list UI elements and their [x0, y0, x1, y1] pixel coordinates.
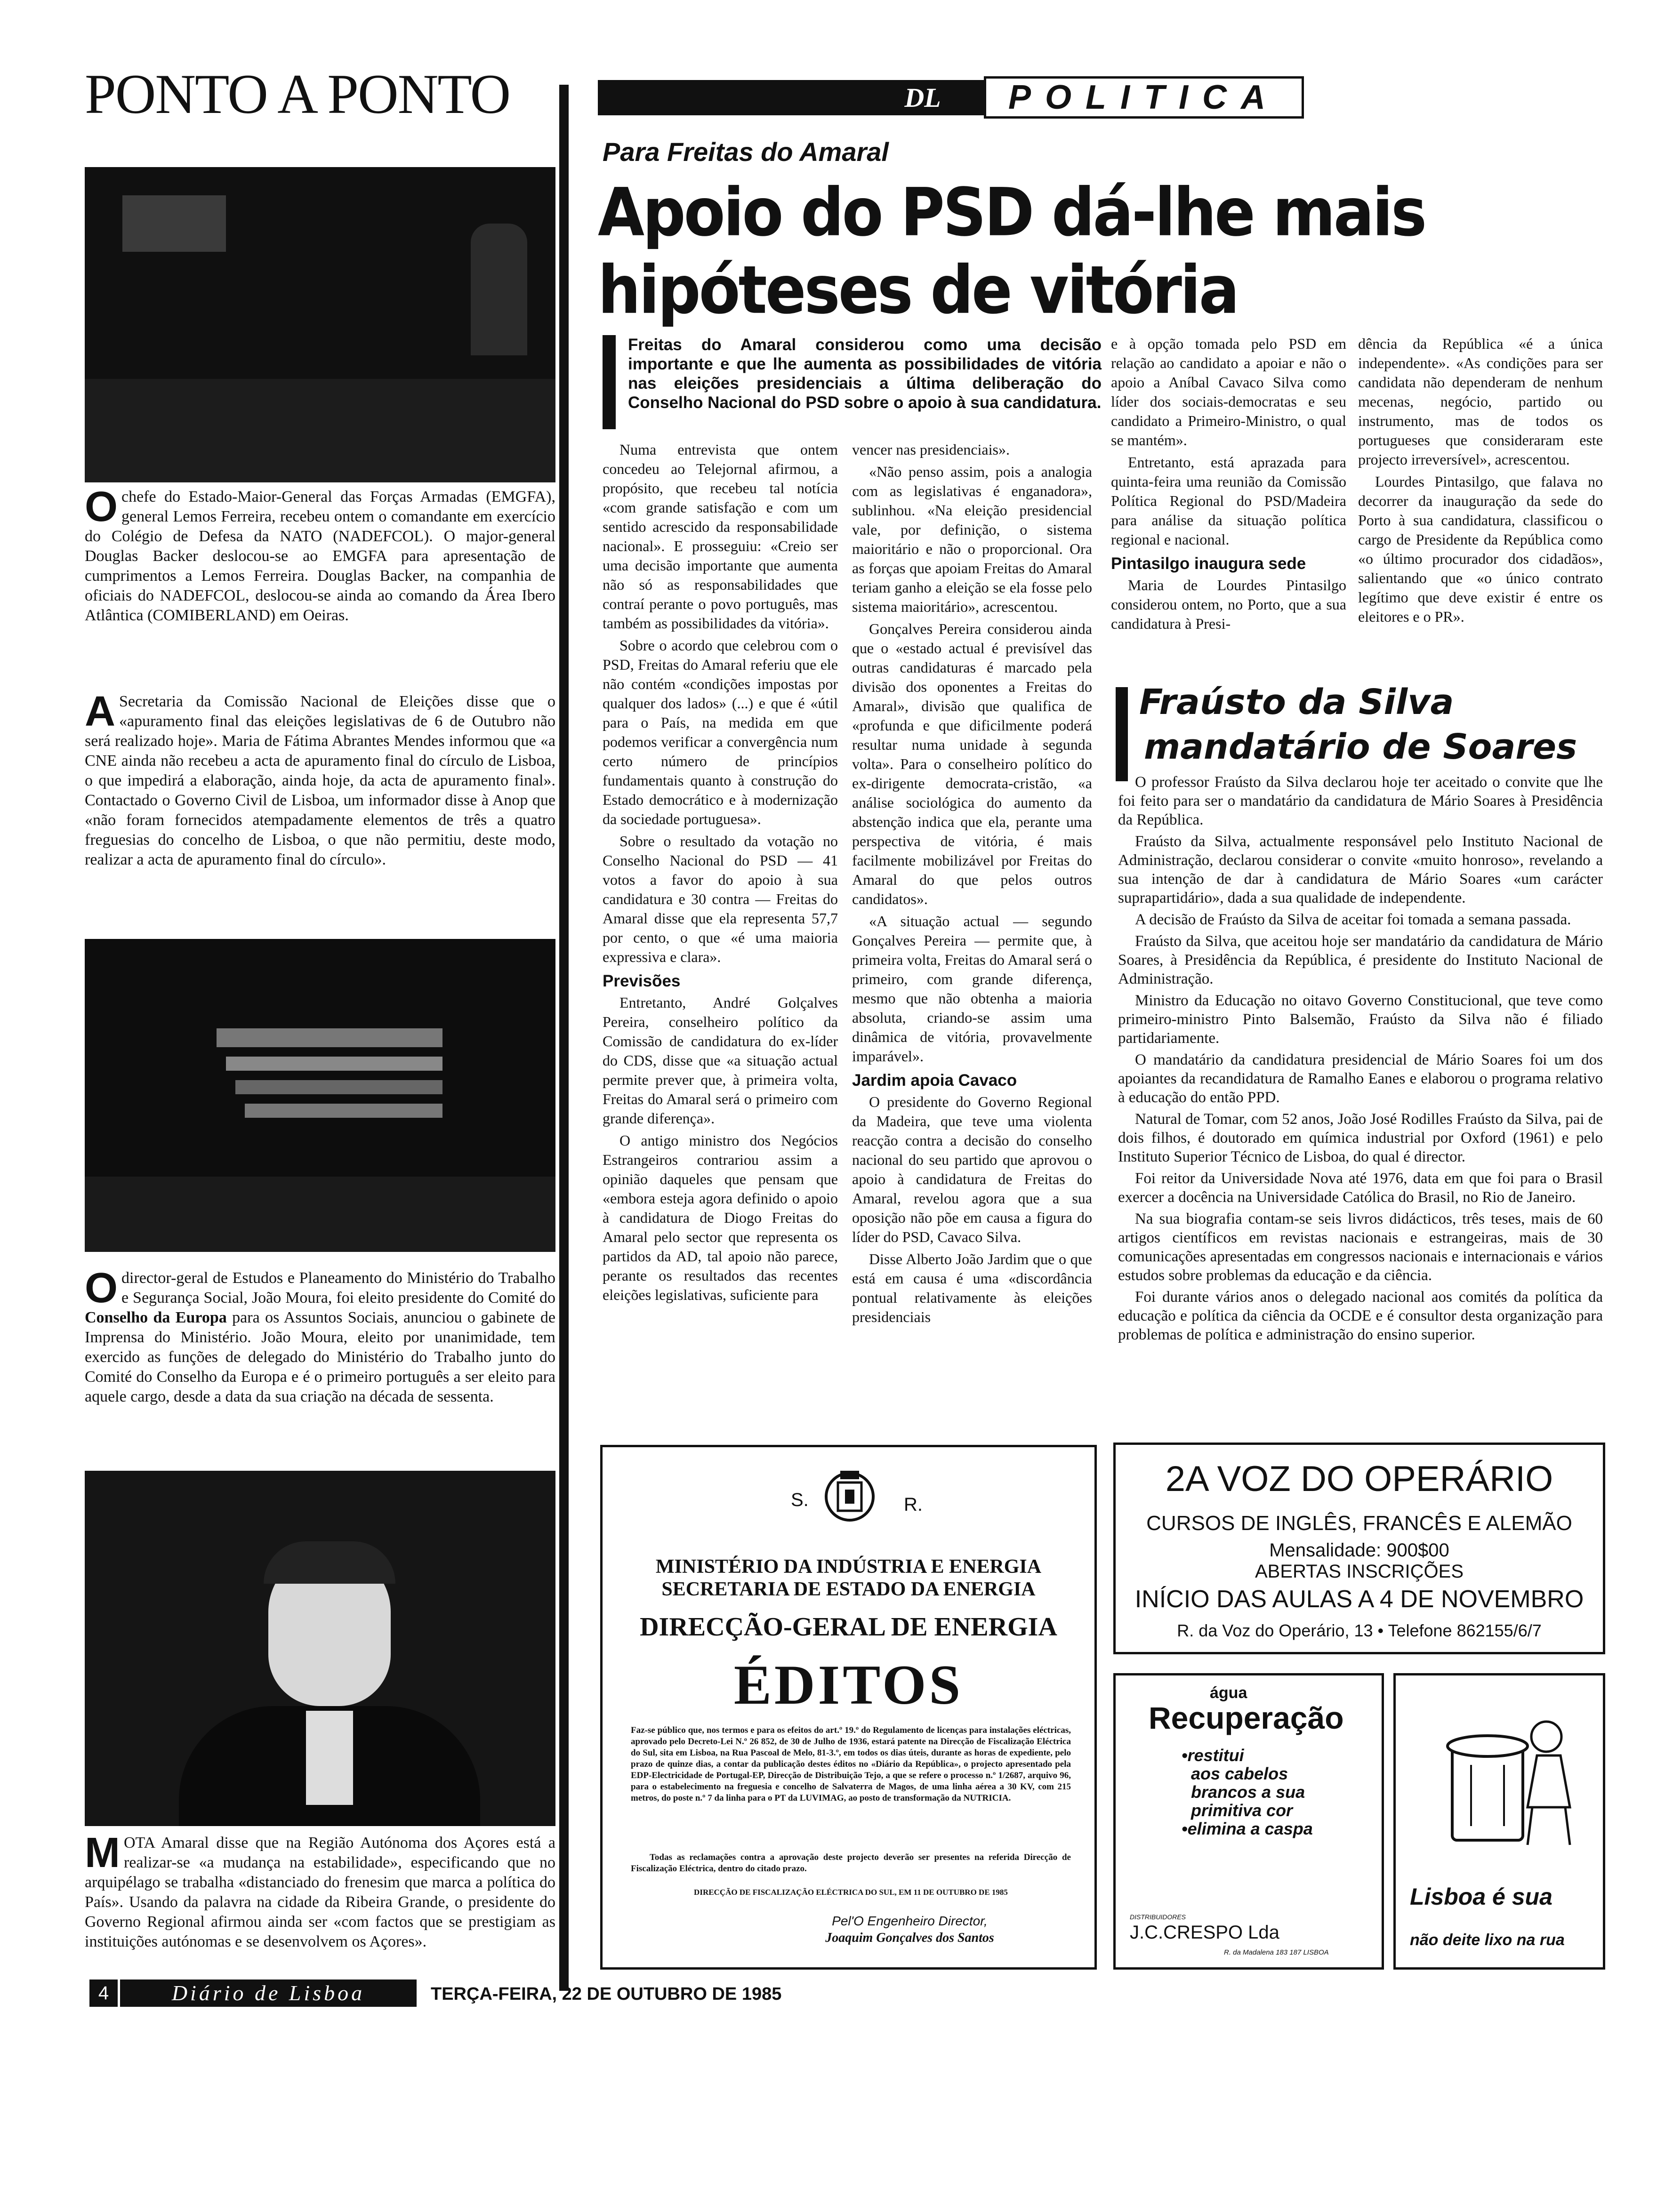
- fraustro-p9: Na sua biografia contam-se seis livros didácticos, três teses, mais de 60 artigos científicos em revistas nacionais e estrangeiras, mais de 30 comunicações apresentadas em congressos nacionais e internacionais e vários estudos sobre problemas da educação e da ciência.: [1118, 1210, 1603, 1284]
- editos-body: Faz-se público que, nos termos e para os efeitos do art.º 19.º do Regulamento de licenças para instalações eléctricas, aprovado pelo Decreto-Lei N.º 26 852, de 30 de Julho de 1936, estará patente na Direcção de Fiscalização Eléctrica do Sul, sita em Lisboa, na Rua Pascoal de Melo, 81-3.º, em todos os dias úteis, durante as horas de expediente, pelo prazo de quinze dias, a contar da publicação destes éditos no «Diário da República», o projecto apresentado pela EDP-Electricidade de Portugal-EP, Direcção de Distribuição Tejo, a que se refere o processo n.º 1/2687, arquivo 96, para o estabelecimento na freguesia e concelho de Salvaterra de Magos, de uma linha aérea a 30 KV, com 215 metros, do poste n.º 7 da linha para o PT da LUVIMAG, ao posto de transformação da NUTRICIA.: [631, 1725, 1071, 1803]
- fraustro-body: [1118, 773, 1603, 1460]
- agua-bullet-1: •restitui: [1182, 1746, 1244, 1765]
- trash-can-illustration-icon: [1429, 1704, 1579, 1854]
- col4-p1: dência da República «é a única independente». «As condições para ser candidata não dependeram de nenhum mecenas, negócio, partido ou instrumento, mas de todos os portugueses que consideraram este projecto irreversível», acrescentou.: [1358, 335, 1603, 468]
- article-headline-1: Apoio do PSD dá-lhe mais: [598, 174, 1425, 251]
- col2-p2: «Não penso assim, pois a analogia com as legislativas é enganadora», sublinhou. «Na eleição presidencial vale, por definição, o sistema maioritário e não o proporcional. Ora as forças que apoiam Freitas do Amaral teriam ganho a eleição se ela fosse pelo sistema maioritário», acrescentou.: [852, 463, 1092, 615]
- photo-portrait-mota-amaral: [85, 1471, 555, 1826]
- agua-distrib-label: DISTRIBUIDORES: [1130, 1913, 1186, 1921]
- article-col-1: [603, 440, 838, 1391]
- left-item-3-dropcap: O: [85, 1265, 118, 1312]
- article-kicker: Para Freitas do Amaral: [603, 137, 889, 167]
- fraustro-p3: A decisão de Fraústo da Silva de aceitar foi tomada a semana passada.: [1135, 911, 1571, 928]
- col1-p4: Entretanto, André Golçalves Pereira, conselheiro político da Comissão de candidatura do ex-líder do CDS, disse que «a situação actual permite prever que, à primeira volta, Freitas do Amaral será o primeiro com grande diferença».: [603, 994, 838, 1127]
- voz-line-2: Mensalidade: 900$00: [1269, 1540, 1449, 1561]
- ad-editos: [600, 1445, 1097, 1970]
- article-col-4: [1358, 334, 1603, 682]
- voz-title: 2A VOZ DO OPERÁRIO: [1165, 1459, 1553, 1499]
- subhead-pintasilgo: Pintasilgo inaugura sede: [1111, 554, 1306, 573]
- article-col-3: [1111, 334, 1346, 682]
- fraustro-p8: Foi reitor da Universidade Nova até 1976, data em que foi para o Brasil exercer a docência na Universidade Católica do Brasil, no Rio de Janeiro.: [1118, 1170, 1603, 1206]
- editos-date-line: DIRECÇÃO DE FISCALIZAÇÃO ELÉCTRICA DO SUL, EM 11 DE OUTUBRO DE 1985: [694, 1888, 1008, 1897]
- editos-body-2: Todas as reclamações contra a aprovação deste projecto deverão ser presentes na referida Direcção de Fiscalização Eléctrica, dentro do citado prazo.: [631, 1852, 1071, 1874]
- editos-title: ÉDITOS: [733, 1653, 964, 1716]
- ad-agua-recuperacao: [1113, 1673, 1384, 1970]
- voz-line-5: R. da Voz do Operário, 13 • Telefone 862155/6/7: [1177, 1621, 1542, 1640]
- left-item-1: [85, 483, 555, 675]
- crest-letter-r: R.: [904, 1494, 923, 1515]
- left-item-2-dropcap: A: [85, 688, 115, 735]
- footer-page-number: 4: [89, 1980, 118, 2007]
- fraustro-p7: Natural de Tomar, com 52 anos, João José Rodilles Fraústo da Silva, pai de dois filhos, é doutorado em química industrial por Oxford (1961) e pelo Instituto Superior Técnico de Lisboa, do qual é director.: [1118, 1111, 1603, 1165]
- col4-p2: Lourdes Pintasilgo, que falava no decorrer da inauguração da sede do Porto à sua candidatura, classificou o cargo de Presidente da República como «o último procurador dos cidadãos», salientando que «o único contrato legítimo que deve existir é entre os eleitores e o PR».: [1358, 473, 1603, 625]
- fraustro-headline-1: Fraústo da Silva: [1139, 682, 1454, 722]
- left-item-4-text: OTA Amaral disse que na Região Autónoma dos Açores está a realizar-se «a mudança na estabilidade», especificando que no arquipélago se trabalha «distanciado do frenesim que marca a política do País». Usando da palavra na cidade da Ribeira Grande, o presidente do Governo Regional afirmou ainda ser «com factos que se prestigiam as instituições autónomas e se desenvolvem os Açores».: [85, 1834, 555, 1950]
- col2-p1: vencer nas presidenciais».: [852, 441, 1010, 458]
- section-label-politica: POLITICA: [984, 76, 1304, 119]
- left-item-3: [85, 1265, 555, 1457]
- subhead-previsoes: Previsões: [603, 972, 681, 990]
- lisboa-line-1: Lisboa é sua: [1410, 1883, 1552, 1910]
- col1-p2: Sobre o acordo que celebrou com o PSD, Freitas do Amaral referiu que ele não contém «condições impostas por qualquer dos lados» (...) e que é «útil para o País, na medida em que podemos verificar a convergência num certo número de princípios fundamentais quanto à construção do Estado democrático e à modernização da sociedade portuguesa».: [603, 637, 838, 827]
- crest-row: [603, 1466, 1094, 1532]
- left-item-1-text: chefe do Estado-Maior-General das Forças Armadas (EMGFA), general Lemos Ferreira, recebeu ontem o comandante em exercício do Colégio de Defesa da NATO (NADEFCOL). O major-general Douglas Backer deslocou-se ao EMGFA para apresentação de cumprimentos a Lemos Ferreira. Douglas Backer, na companhia de oficiais do NADEFCOL, deslocou-se ainda ao comando da Área Ibero Atlântica (COMIBERLAND) em Oeiras.: [85, 488, 555, 624]
- fraustro-p6: O mandatário da candidatura presidencial de Mário Soares foi um dos apoiantes da recandidatura de Ramalho Eanes e elaborou o programa relativo à educação do então PPD.: [1118, 1051, 1603, 1106]
- crest-letter-s: S.: [791, 1490, 809, 1510]
- fraustro-p5: Ministro da Educação no oitavo Governo Constitucional, que teve como primeiro-ministro Pinto Balsemão, Fraústo da Silva não é filiado partidariamente.: [1118, 992, 1603, 1047]
- fraustro-p10: Foi durante vários anos o delegado nacional aos comités da política da educação e política da ciência da OCDE e é consultor desta organização para problemas de política e administração do ensino superior.: [1118, 1289, 1603, 1343]
- col1-p5: O antigo ministro dos Negócios Estrangeiros contrariou assim a opinião daqueles que pensam que «embora esteja agora definido o apoio à candidatura de Diogo Freitas do Amaral pelo sector que representa os partidos da AD, tal apoio não parece, perante os resultados das recentes eleições legislativas, suficiente para: [603, 1132, 838, 1303]
- article-lead: [603, 335, 1102, 439]
- footer-paper-name: Diário de Lisboa: [120, 1980, 417, 2007]
- ad-voz-do-operario: [1113, 1443, 1605, 1654]
- ministry-line-2: SECRETARIA DE ESTADO DA ENERGIA: [661, 1579, 1036, 1600]
- agua-brand: Recuperação: [1149, 1700, 1344, 1735]
- voz-line-3: ABERTAS INSCRIÇÕES: [1255, 1561, 1464, 1582]
- agua-bullet-2: aos cabelos: [1191, 1764, 1288, 1783]
- section-title-text: PONTO A PONTO: [85, 63, 510, 125]
- voz-line-4: INÍCIO DAS AULAS A 4 DE NOVEMBRO: [1134, 1586, 1584, 1613]
- left-item-4-dropcap: M: [85, 1829, 120, 1876]
- col1-p1: Numa entrevista que ontem concedeu ao Telejornal afirmou, a propósito, que recebeu tal notícia «com grande satisfação e com um sentido acrescido da responsabilidade nacional». E prosseguiu: «Creio ser uma decisão importante que aumenta não só as responsabilidades que contraí perante o povo português, mas também as possibilidades da vitória».: [603, 441, 838, 632]
- fraustro-headline-2: mandatário de Soares: [1144, 727, 1577, 767]
- agua-bullet-4: primitiva cor: [1191, 1801, 1293, 1820]
- left-item-1-dropcap: O: [85, 483, 118, 530]
- agua-company: J.C.CRESPO Lda: [1130, 1922, 1279, 1943]
- col2-p6: Disse Alberto João Jardim que o que está em causa é uma «discordância pontual relativamente às eleições presidenciais: [852, 1250, 1092, 1325]
- article-headline-2: hipóteses de vitória: [598, 252, 1238, 329]
- fraustro-p2: Fraústo da Silva, actualmente responsável pelo Instituto Nacional de Administração, declarou considerar o convite «muito honroso», revelando a sua intenção de dar à candidatura de Mário Soares «um carácter suprapartidário», dada a sua qualidade de independente.: [1118, 833, 1603, 906]
- lead-text: Freitas do Amaral considerou como uma decisão importante e que lhe aumenta as possibilidades de vitória nas eleições presidenciais a última deliberação do Conselho Nacional do PSD sobre o apoio à sua candidatura.: [628, 336, 1102, 412]
- agua-bullets: [1182, 1746, 1323, 1838]
- left-item-3-text-a: director-geral de Estudos e Planeamento do Ministério do Trabalho e Segurança Social, João Moura, foi eleito presidente do Comité do: [121, 1269, 555, 1306]
- column-divider: [559, 85, 569, 1991]
- editos-sign-1: Pel'O Engenheiro Director,: [832, 1914, 988, 1928]
- footer-date: TERÇA-FEIRA, 22 DE OUTUBRO DE 1985: [431, 1984, 782, 2004]
- lead-dropcap-bar: [603, 335, 616, 429]
- direction-line: DIRECÇÃO-GERAL DE ENERGIA: [640, 1612, 1057, 1642]
- photo-military-meeting: [85, 167, 555, 482]
- fraustro-p4: Fraústo da Silva, que aceitou hoje ser mandatário da candidatura de Mário Soares, à Presidência da República, é presidente do Instituto Nacional de Administração.: [1118, 933, 1603, 987]
- col2-p4: «A situação actual — segundo Gonçalves Pereira — permite que, à primeira volta, Freitas do Amaral será o primeiro, com grande diferença, mesmo que não obtenha a maioria absoluta, criando-se assim uma dinâmica de vitória, provavelmente imparável».: [852, 913, 1092, 1065]
- agua-small: água: [1210, 1684, 1247, 1702]
- header-logo: DL: [904, 82, 941, 113]
- col3-p3: Maria de Lourdes Pintasilgo considerou ontem, no Porto, que a sua candidatura à Presi-: [1111, 577, 1346, 632]
- left-item-2-text: Secretaria da Comissão Nacional de Eleições disse que o «apuramento final das eleições legislativas de 6 de Outubro não será realizado hoje». Maria de Fátima Abrantes Mendes informou que «a CNE ainda não recebeu a acta de apuramento final do círculo de Lisboa, o que impedirá a elaboração, ainda hoje, da acta de apuramento final». Contactado o Governo Civil de Lisboa, um informador disse à Anop que «não foram fornecidos atempadamente elementos de três a quatro freguesias do concelho de Lisboa, o que não permitiu, deste modo, realizar a acta de apuramento final do círculo».: [85, 693, 555, 868]
- subhead-jardim: Jardim apoia Cavaco: [852, 1071, 1017, 1090]
- editos-sign-2: Joaquim Gonçalves dos Santos: [825, 1931, 994, 1945]
- coat-of-arms-icon: [824, 1466, 876, 1527]
- lisboa-line-2: não deite lixo na rua: [1410, 1931, 1565, 1949]
- left-item-3-bold: Conselho da Europa: [85, 1309, 227, 1326]
- col1-p3: Sobre o resultado da votação no Conselho Nacional do PSD — 41 votos a favor do apoio à sua candidatura e 30 contra — Freitas do Amaral disse que ela representa 57,7 por cento, o que «é uma maioria expressiva e clara».: [603, 833, 838, 965]
- agua-address: R. da Madalena 183 187 LISBOA: [1224, 1948, 1329, 1956]
- ad-lisboa-e-sua: [1393, 1673, 1605, 1970]
- left-item-3-text-b: para os Assuntos Sociais, anunciou o gabinete de Imprensa do Ministério. João Moura, eleito por unanimidade, tem exercido as funções de delegado do Ministério do Trabalho junto do Comité do Conselho da Europa e é o primeiro português a ser eleito para aquele cargo, desde a data da sua criação na década de sessenta.: [85, 1309, 555, 1405]
- col3-p2: Entretanto, está aprazada para quinta-feira uma reunião da Comissão Política Regional do PSD/Madeira para análise da situação política regional e nacional.: [1111, 454, 1346, 548]
- agua-bullet-5: •elimina a caspa: [1182, 1819, 1313, 1838]
- agua-bullet-3: brancos a sua: [1191, 1782, 1305, 1802]
- photo-parliament-seats: [85, 939, 555, 1252]
- col2-p3: Gonçalves Pereira considerou ainda que o «estado actual é previsível das outras candidaturas é marcado pela divisão dos oponentes a Freitas do Amaral», divisão que qualifica de «profunda e que dificilmente poderá resultar numa unidade à segunda volta». Para o conselheiro político do ex-dirigente democrata-cristão, «a análise sociológica do aumento da abstenção indica que ela, perante uma perspectiva de vitória, é mais facilmente mobilizável por Freitas do Amaral do que pelos outros candidatos».: [852, 620, 1092, 907]
- fraustro-bar: [1116, 687, 1128, 781]
- left-item-2: [85, 688, 555, 918]
- ministry-line-1: MINISTÉRIO DA INDÚSTRIA E ENERGIA: [655, 1556, 1042, 1578]
- col3-p1: e à opção tomada pelo PSD em relação ao candidato a apoiar e não o apoio a Aníbal Cavaco Silva como líder dos sociais-democratas e seu candidato a Primeiro-Ministro, o qual se mantém».: [1111, 335, 1346, 449]
- voz-line-1: CURSOS DE INGLÊS, FRANCÊS E ALEMÃO: [1146, 1512, 1572, 1535]
- fraustro-p1: O professor Fraústo da Silva declarou hoje ter aceitado o convite que lhe foi feito para ser o mandatário da candidatura de Mário Soares à Presidência da República.: [1118, 774, 1603, 828]
- section-title-ponto-a-ponto: [85, 61, 510, 127]
- col2-p5: O presidente do Governo Regional da Madeira, que teve uma violenta reacção contra a decisão do conselho nacional do seu partido que aprovou o apoio à candidatura de Freitas do Amaral, revelou agora que a sua oposição não põe em causa a figura do líder do PSD, Cavaco Silva.: [852, 1093, 1092, 1245]
- article-col-2: [852, 440, 1092, 1391]
